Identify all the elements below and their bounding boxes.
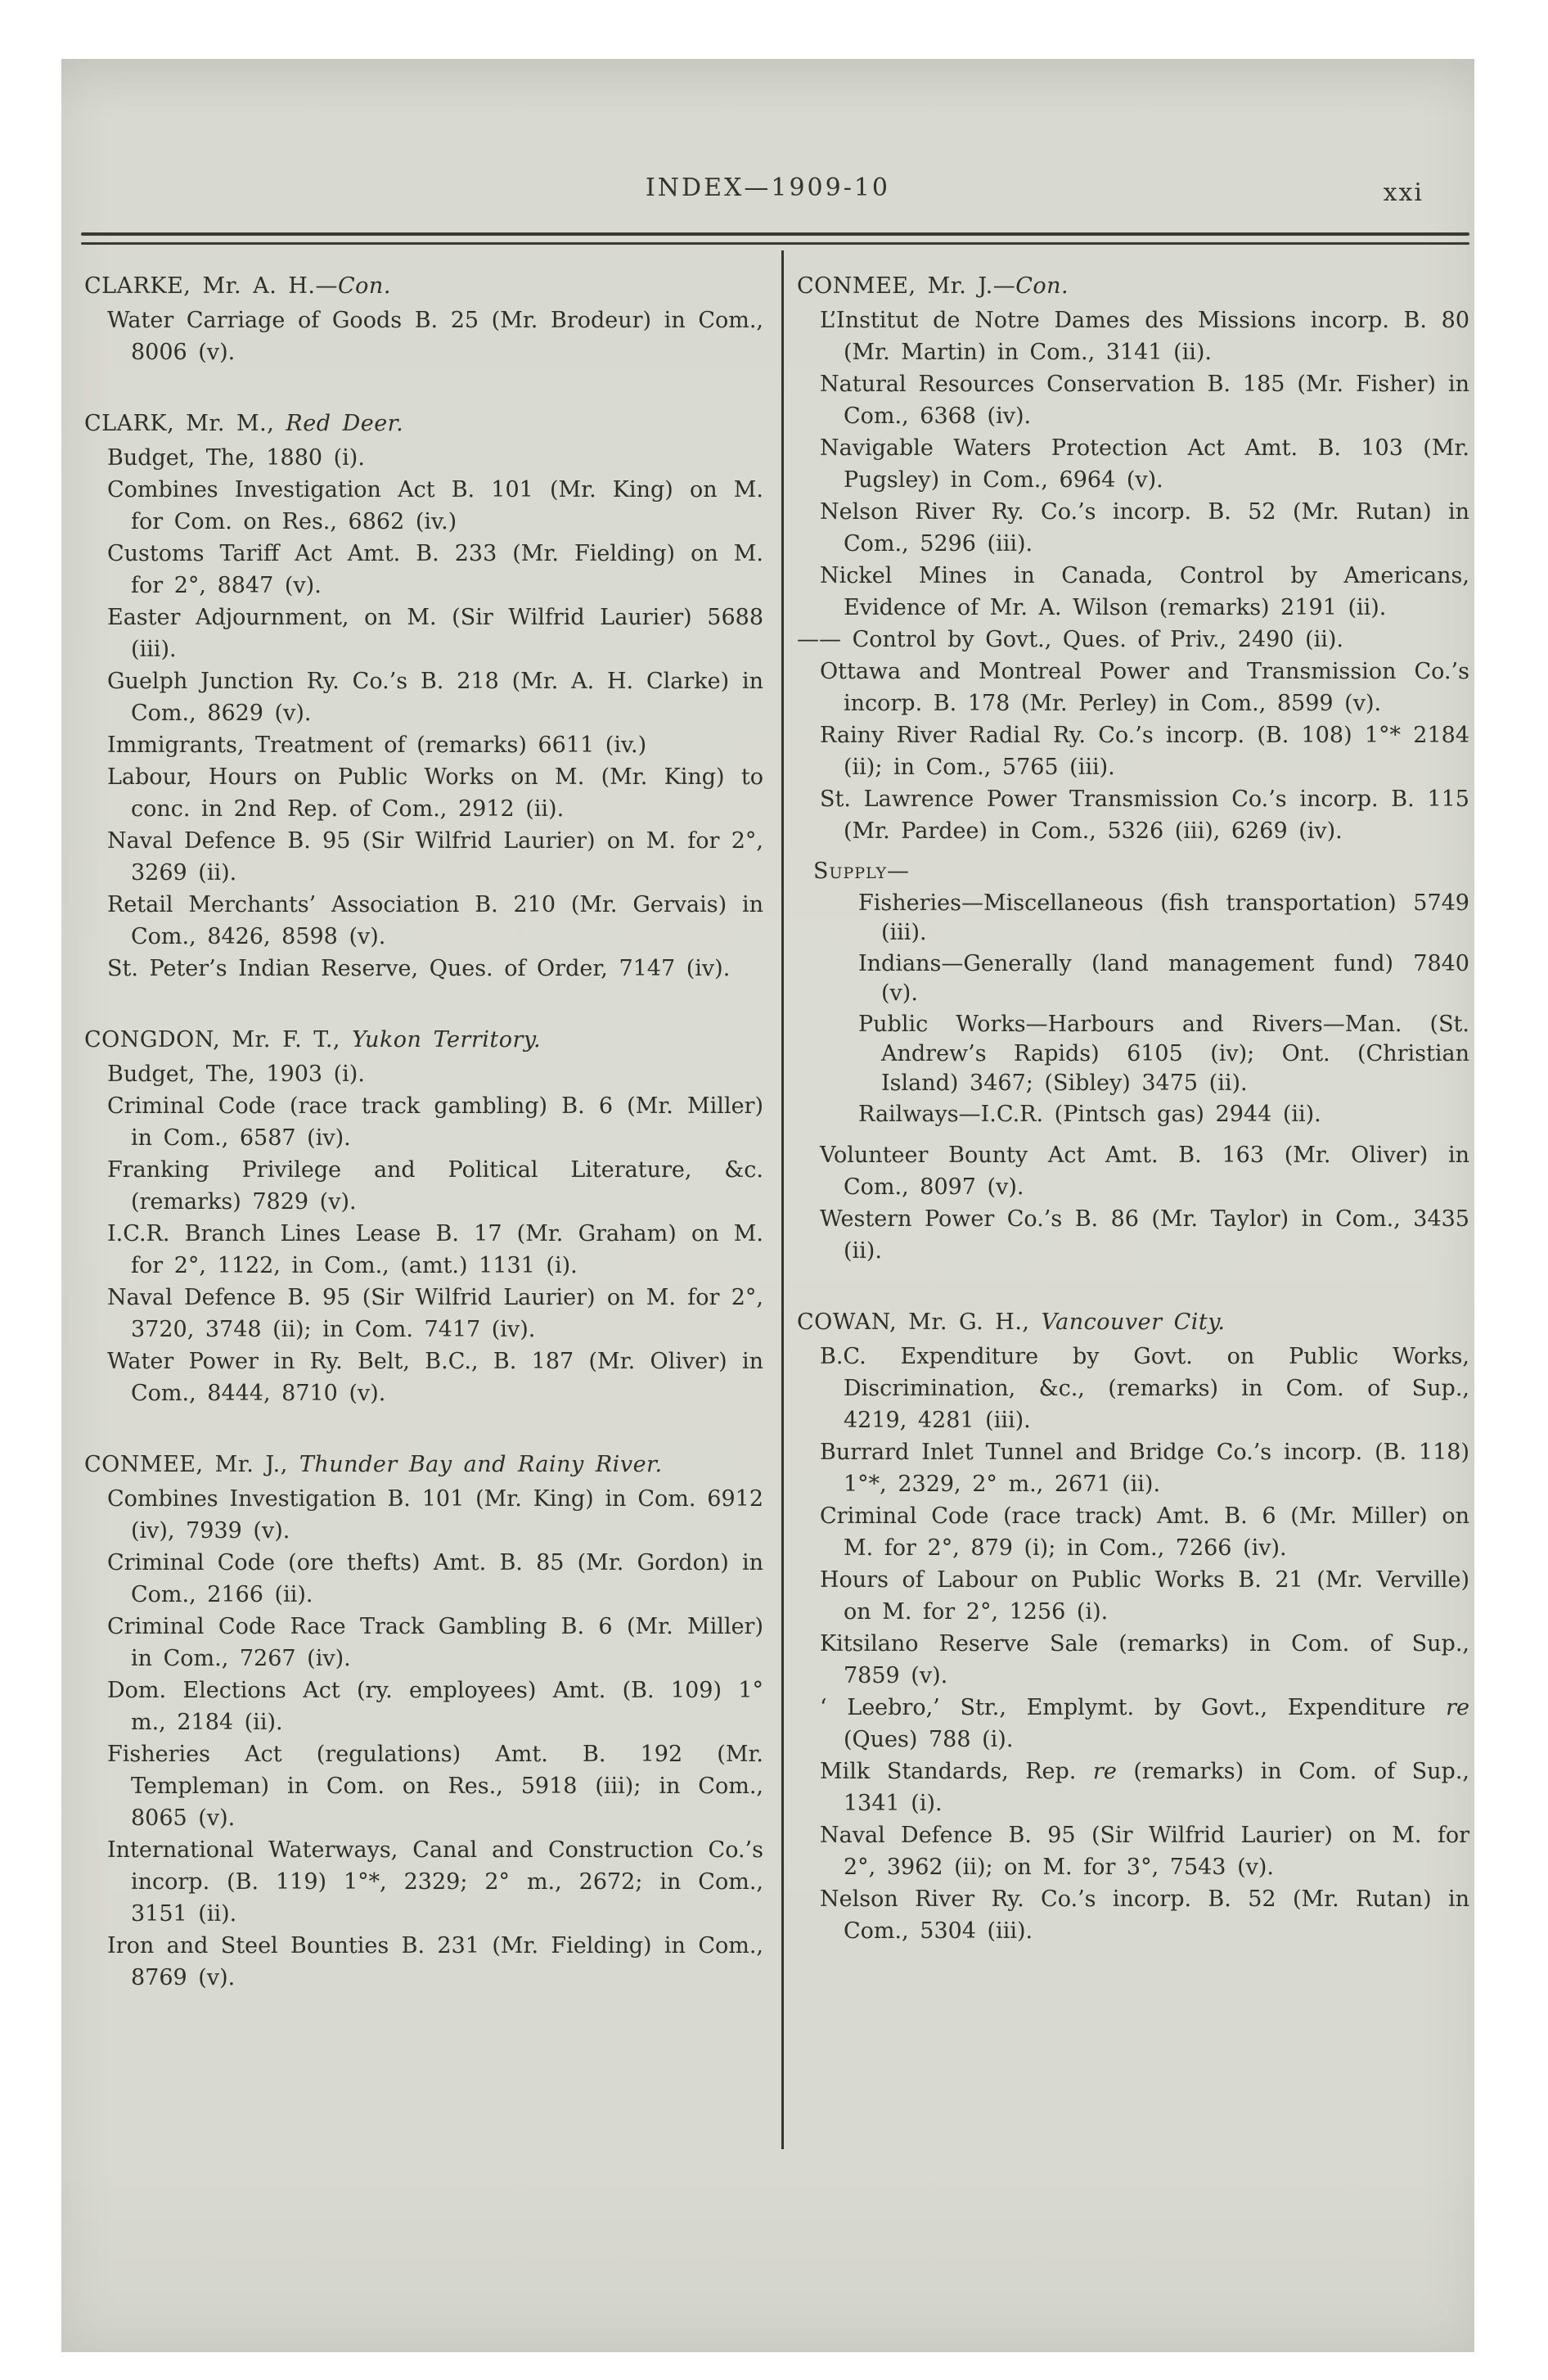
index-section (84, 1024, 763, 1409)
entry-heading (84, 408, 763, 439)
entry-text-segment: Budget, The, 1903 (i). (107, 1062, 365, 1087)
index-entry (84, 538, 763, 602)
index-entry (84, 1483, 763, 1547)
entry-text-segment: Thunder Bay and Rainy River. (299, 1452, 663, 1477)
entry-text-segment: Rainy River Radial Ry. Co.’s incorp. (B. 108) 1°* 2184 (ii); in Com., 5765 (iii). (820, 723, 1469, 780)
index-entry (84, 474, 763, 538)
index-entry (84, 825, 763, 889)
entry-text-segment: (Ques) 788 (i). (844, 1727, 1014, 1752)
index-entry (797, 1010, 1469, 1098)
entry-text-segment: —— Control by Govt., Ques. of Priv., 2490 (ii). (797, 627, 1343, 652)
entry-heading (797, 1306, 1469, 1338)
entry-text-segment: Dom. Elections Act (ry. employees) Amt. (B. 109) 1° m., 2184 (ii). (107, 1678, 763, 1735)
index-entry (84, 1154, 763, 1218)
entry-text-segment: CONGDON, Mr. F. T., (84, 1027, 353, 1053)
index-entry (84, 602, 763, 665)
entry-text-segment: Criminal Code (race track gambling) B. 6 (Mr. Miller) in Com., 6587 (iv). (107, 1093, 763, 1151)
entry-text-segment: Naval Defence B. 95 (Sir Wilfrid Laurier) on M. for 2°, 3720, 3748 (ii); in Com. 7417 (iv). (107, 1285, 763, 1342)
index-entry (797, 1883, 1469, 1947)
entry-text-segment: COWAN, Mr. G. H., (797, 1309, 1042, 1335)
entry-heading (797, 270, 1469, 302)
entry-text-segment: Kitsilano Reserve Sale (remarks) in Com. of Sup., 7859 (v). (820, 1631, 1469, 1688)
index-entry (84, 1058, 763, 1090)
index-entry (797, 432, 1469, 496)
entry-text-segment: Con. (338, 273, 391, 299)
index-entry (797, 368, 1469, 432)
index-entry (797, 1139, 1469, 1203)
entry-text-segment: St. Peter’s Indian Reserve, Ques. of Order, 7147 (iv). (107, 956, 731, 981)
entry-text-segment: Easter Adjournment, on M. (Sir Wilfrid Laurier) 5688 (iii). (107, 605, 763, 662)
entry-text-segment: Public Works—Harbours and Rivers—Man. (St. Andrew’s Rapids) 6105 (iv); Ont. (Christian Island) 3467; (Sibley) 3475 (ii). (858, 1012, 1469, 1096)
index-entry (84, 1218, 763, 1282)
entry-text-segment: St. Lawrence Power Transmission Co.’s incorp. B. 115 (Mr. Pardee) in Com., 5326 (iii), 6269 (iv). (820, 787, 1469, 844)
entry-text-segment: Burrard Inlet Tunnel and Bridge Co.’s incorp. (B. 118) 1°*, 2329, 2° m., 2671 (ii). (820, 1440, 1469, 1497)
index-entry (84, 729, 763, 761)
entry-text-segment: I.C.R. Branch Lines Lease B. 17 (Mr. Graham) on M. for 2°, 1122, in Com., (amt.) 1131 (i). (107, 1221, 763, 1278)
entry-text-segment: Water Power in Ry. Belt, B.C., B. 187 (Mr. Oliver) in Com., 8444, 8710 (v). (107, 1349, 763, 1406)
index-entry (84, 442, 763, 474)
entry-text-segment: Naval Defence B. 95 (Sir Wilfrid Laurier) on M. for 2°, 3962 (ii); on M. for 3°, 7543 (v). (820, 1823, 1469, 1880)
entry-text-segment: Nelson River Ry. Co.’s incorp. B. 52 (Mr. Rutan) in Com., 5304 (iii). (820, 1886, 1469, 1944)
rule-top (81, 232, 1469, 236)
page (61, 59, 1474, 2352)
column-left (84, 270, 763, 1994)
index-section (84, 270, 763, 368)
entry-text-segment: Franking Privilege and Political Literature, &c. (remarks) 7829 (v). (107, 1157, 763, 1215)
entry-text-segment: L’Institut de Notre Dames des Missions incorp. B. 80 (Mr. Martin) in Com., 3141 (ii). (820, 308, 1469, 365)
index-entry (84, 1675, 763, 1738)
entry-text-segment: Vancouver City. (1041, 1309, 1226, 1335)
index-entry (84, 761, 763, 825)
entry-text-segment: Guelph Junction Ry. Co.’s B. 218 (Mr. A. H. Clarke) in Com., 8629 (v). (107, 669, 763, 726)
index-entry (797, 1100, 1469, 1129)
entry-text-segment: Iron and Steel Bounties B. 231 (Mr. Fielding) in Com., 8769 (v). (107, 1933, 763, 1990)
entry-text-segment: Hours of Labour on Public Works B. 21 (Mr. Verville) on M. for 2°, 1256 (i). (820, 1567, 1469, 1625)
entry-text-segment: CLARK, Mr. M., (84, 411, 286, 436)
entry-text-segment: Criminal Code (race track) Amt. B. 6 (Mr. Miller) on M. for 2°, 879 (i); in Com., 7266 (iv). (820, 1503, 1469, 1561)
entry-text-segment: Ottawa and Montreal Power and Transmission Co.’s incorp. B. 178 (Mr. Perley) in Com., 8599 (v). (820, 659, 1469, 716)
entry-text-segment: Supply— (813, 859, 911, 884)
index-entry (797, 1692, 1469, 1756)
entry-text-segment: International Waterways, Canal and Construction Co.’s incorp. (B. 119) 1°*, 2329; 2° m., 2672; in Com., 3151 (ii). (107, 1837, 763, 1927)
index-entry (797, 304, 1469, 368)
index-entry (797, 889, 1469, 948)
entry-text-segment: Navigable Waters Protection Act Amt. B. 103 (Mr. Pugsley) in Com., 6964 (v). (820, 435, 1469, 493)
entry-text-segment: Nickel Mines in Canada, Control by Americans, Evidence of Mr. A. Wilson (remarks) 2191 (ii). (820, 563, 1469, 620)
entry-text-segment: Criminal Code Race Track Gambling B. 6 (Mr. Miller) in Com., 7267 (iv). (107, 1614, 763, 1671)
index-entry (797, 1819, 1469, 1883)
index-entry (797, 1341, 1469, 1436)
index-entry (797, 1436, 1469, 1500)
index-section (797, 270, 1469, 1267)
index-entry (797, 783, 1469, 847)
entry-text-segment: Volunteer Bounty Act Amt. B. 163 (Mr. Oliver) in Com., 8097 (v). (820, 1143, 1469, 1200)
entry-text-segment: Indians—Generally (land management fund) 7840 (v). (858, 951, 1469, 1006)
entry-text-segment: Labour, Hours on Public Works on M. (Mr. King) to conc. in 2nd Rep. of Com., 2912 (ii). (107, 764, 763, 822)
entry-text-segment: B.C. Expenditure by Govt. on Public Works, Discrimination, &c., (remarks) in Com. of Sup., 4219, 4281 (iii). (820, 1344, 1469, 1433)
index-entry (84, 1547, 763, 1611)
entry-text-segment: Retail Merchants’ Association B. 210 (Mr. Gervais) in Com., 8426, 8598 (v). (107, 892, 763, 949)
entry-text-segment: Water Carriage of Goods B. 25 (Mr. Brodeur) in Com., 8006 (v). (107, 308, 763, 365)
index-entry (84, 889, 763, 953)
index-entry (797, 1628, 1469, 1692)
entry-heading (84, 270, 763, 302)
entry-text-segment: Railways—I.C.R. (Pintsch gas) 2944 (ii). (858, 1102, 1321, 1127)
index-entry (797, 1756, 1469, 1819)
entry-text-segment: CONMEE, Mr. J. (797, 273, 993, 299)
entry-text-segment: (remarks) in Com. of Sup., 1341 (i). (844, 1759, 1469, 1816)
index-entry (84, 304, 763, 368)
rule-bottom (81, 242, 1469, 245)
index-entry (84, 1090, 763, 1154)
entry-text-segment: ‘ Leebro,’ Str., Emplymt. by Govt., Expenditure (820, 1695, 1447, 1720)
page-number: xxi (1383, 178, 1424, 207)
entry-text-segment: Combines Investigation B. 101 (Mr. King) in Com. 6912 (iv), 7939 (v). (107, 1486, 763, 1544)
subheading-supply (797, 855, 1469, 887)
entry-text-segment: Customs Tariff Act Amt. B. 233 (Mr. Fielding) on M. for 2°, 8847 (v). (107, 541, 763, 598)
page-title: INDEX—1909-10 (645, 174, 891, 202)
index-section (84, 1449, 763, 1994)
index-entry (84, 1282, 763, 1346)
entry-text-segment: Budget, The, 1880 (i). (107, 445, 365, 471)
index-entry (797, 560, 1469, 624)
index-entry (84, 953, 763, 985)
entry-text-segment: Milk Standards, Rep. (820, 1759, 1093, 1784)
entry-text-segment: Fisheries Act (regulations) Amt. B. 192 (Mr. Templeman) in Com. on Res., 5918 (iii); in Com., 8065 (v). (107, 1742, 763, 1831)
index-section (84, 408, 763, 985)
entry-text-segment: Combines Investigation Act B. 101 (Mr. King) on M. for Com. on Res., 6862 (iv.) (107, 477, 763, 534)
index-entry (797, 719, 1469, 783)
entry-text-segment: Western Power Co.’s B. 86 (Mr. Taylor) in Com., 3435 (ii). (820, 1206, 1469, 1264)
entry-text-segment: CLARKE, Mr. A. H. (84, 273, 316, 299)
index-entry (84, 1930, 763, 1994)
entry-text-segment: re (1446, 1695, 1469, 1720)
entry-text-segment: Immigrants, Treatment of (remarks) 6611 (iv.) (107, 732, 647, 758)
index-entry (797, 1500, 1469, 1564)
entry-text-segment: Natural Resources Conservation B. 185 (Mr. Fisher) in Com., 6368 (iv). (820, 372, 1469, 429)
entry-text-segment: Con. (1015, 273, 1069, 299)
column-divider (781, 250, 784, 2149)
entry-text-segment: Red Deer. (286, 411, 404, 436)
index-entry (797, 496, 1469, 560)
index-entry (84, 1346, 763, 1409)
index-entry (797, 1203, 1469, 1267)
header-double-rule (81, 232, 1469, 246)
index-entry (797, 656, 1469, 719)
index-entry (84, 665, 763, 729)
entry-text-segment: Fisheries—Miscellaneous (fish transportation) 5749 (iii). (858, 890, 1469, 945)
index-entry (797, 949, 1469, 1008)
index-entry (84, 1834, 763, 1930)
index-entry (84, 1611, 763, 1675)
entry-heading (84, 1449, 763, 1481)
column-right (797, 270, 1469, 1947)
index-entry (797, 1564, 1469, 1628)
entry-text-segment: Naval Defence B. 95 (Sir Wilfrid Laurier) on M. for 2°, 3269 (ii). (107, 828, 763, 886)
entry-text-segment: Criminal Code (ore thefts) Amt. B. 85 (Mr. Gordon) in Com., 2166 (ii). (107, 1550, 763, 1607)
index-entry (84, 1738, 763, 1834)
entry-text-segment: re (1092, 1759, 1117, 1784)
entry-heading (84, 1024, 763, 1056)
index-section (797, 1306, 1469, 1947)
entry-text-segment: CONMEE, Mr. J., (84, 1452, 299, 1477)
entry-text-segment: Yukon Territory. (352, 1027, 542, 1053)
index-entry (797, 624, 1469, 656)
entry-text-segment: Nelson River Ry. Co.’s incorp. B. 52 (Mr. Rutan) in Com., 5296 (iii). (820, 499, 1469, 557)
entry-text-segment: — (315, 273, 339, 299)
entry-text-segment: — (992, 273, 1016, 299)
